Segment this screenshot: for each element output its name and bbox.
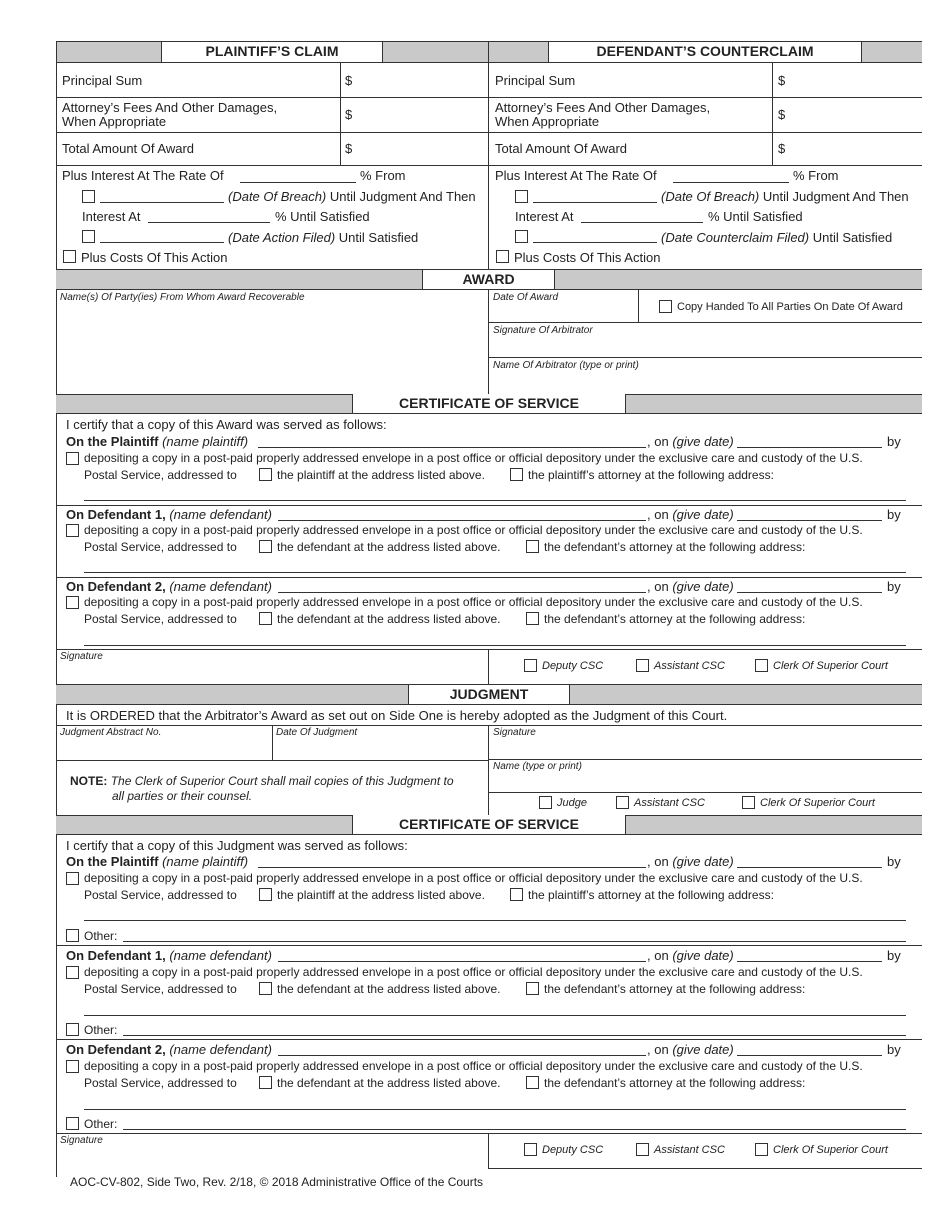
judge-checkbox[interactable] [539,796,552,809]
cert1-plaintiff-label: On the Plaintiff (name plaintiff) [66,434,249,449]
cert2-defendant1-other-field[interactable] [123,1035,906,1036]
cert2-defendant2-date-field[interactable] [737,1055,882,1056]
cert2-plaintiff-attorney-checkbox[interactable] [510,888,523,901]
judgment-date-label: Date Of Judgment [276,727,358,738]
cert1-defendant1-address-checkbox[interactable] [259,540,272,553]
defendant-costs-checkbox[interactable] [496,250,509,263]
plaintiff-until-satisfied-pct: % Until Satisfied [275,209,370,224]
cert2-defendant1-attorney-text: the defendant’s attorney at the following address: [544,982,806,996]
defendant-percent-from: % From [793,168,839,183]
cert2-defendant2-attorney-checkbox[interactable] [526,1076,539,1089]
cert2-plaintiff-postal: Postal Service, addressed to [84,888,237,902]
cert1-plaintiff-address-text: the plaintiff at the address listed above. [277,468,485,482]
cert1-assistant-label: Assistant CSC [654,660,725,672]
cert1-defendant1-deposit-text: depositing a copy in a post-paid properly addressed envelope in a post office or official depository under the exclusive care and custody of the U.S. [84,523,863,537]
plaintiff-fees-label-2: When Appropriate [62,114,167,129]
cert1-plaintiff-deposit-checkbox[interactable] [66,452,79,465]
cert2-defendant2-deposit-text: depositing a copy in a post-paid properly addressed envelope in a post office or official depository under the exclusive care and custody of the U.S. [84,1059,863,1073]
plaintiff-interest-rate-label: Plus Interest At The Rate Of [62,168,224,183]
cert1-defendant2-on-date: , on (give date) [647,579,734,594]
plaintiff-interest-at-label: Interest At [82,209,141,224]
cert1-defendant1-on-date: , on (give date) [647,507,734,522]
cert2-defendant2-on-date: , on (give date) [647,1042,734,1057]
cert2-plaintiff-other-field[interactable] [123,941,906,942]
cert1-defendant2-attorney-checkbox[interactable] [526,612,539,625]
cert1-plaintiff-deposit-text: depositing a copy in a post-paid properly addressed envelope in a post office or official depository under the exclusive care and custody of the U.S. [84,451,863,465]
cert1-defendant2-deposit-text: depositing a copy in a post-paid properly addressed envelope in a post office or official depository under the exclusive care and custody of the U.S. [84,595,863,609]
cert2-defendant1-address-checkbox[interactable] [259,982,272,995]
cert2-defendant1-label: On Defendant 1, (name defendant) [66,948,272,963]
cert2-clerk-label: Clerk Of Superior Court [773,1144,888,1156]
cert2-plaintiff-attorney-text: the plaintiff’s attorney at the following address: [528,888,774,902]
cert1-plaintiff-address-line[interactable] [84,500,906,501]
cert2-plaintiff-address-text: the plaintiff at the address listed above. [277,888,485,902]
plaintiff-claim-title: PLAINTIFF’S CLAIM [161,42,383,62]
plaintiff-action-filed-text: (Date Action Filed) Until Satisfied [228,230,419,245]
plaintiff-costs-checkbox[interactable] [63,250,76,263]
cert2-defendant2-address-text: the defendant at the address listed above. [277,1076,501,1090]
award-date-label: Date Of Award [493,292,559,303]
award-names-label: Name(s) Of Party(ies) From Whom Award Recoverable [60,292,305,303]
cert2-title: CERTIFICATE OF SERVICE [352,815,626,834]
cert2-plaintiff-deposit-checkbox[interactable] [66,872,79,885]
defendant-interest-rate-field[interactable] [673,182,789,183]
cert2-defendant2-label: On Defendant 2, (name defendant) [66,1042,272,1057]
defendant-interest-rate-label: Plus Interest At The Rate Of [495,168,657,183]
defendant-total-dollar: $ [778,141,786,156]
judgment-ordered-text: It is ORDERED that the Arbitrator’s Award as set out on Side One is hereby adopted as the Judgment of this Court. [66,708,728,723]
judgment-clerk-label: Clerk Of Superior Court [760,797,875,809]
defendant-fees-label-1: Attorney’s Fees And Other Damages, [495,100,711,115]
cert1-defendant2-label: On Defendant 2, (name defendant) [66,579,272,594]
cert2-plaintiff-by: by [887,854,901,869]
cert1-plaintiff-attorney-checkbox[interactable] [510,468,523,481]
plaintiff-breach-date-field[interactable] [100,202,224,203]
cert1-defendant1-attorney-text: the defendant’s attorney at the following address: [544,540,806,554]
award-title: AWARD [422,270,555,289]
cert1-deputy-label: Deputy CSC [542,660,604,672]
cert1-plaintiff-on-date: , on (give date) [647,434,734,449]
plaintiff-total-label: Total Amount Of Award [62,141,194,156]
cert2-plaintiff-address-checkbox[interactable] [259,888,272,901]
cert2-defendant2-address-checkbox[interactable] [259,1076,272,1089]
cert2-defendant2-other-checkbox[interactable] [66,1117,79,1130]
judgment-title: JUDGMENT [408,685,570,704]
cert1-defendant2-by: by [887,579,901,594]
cert1-defendant1-attorney-checkbox[interactable] [526,540,539,553]
copy-handed-label: Copy Handed To All Parties On Date Of Award [677,301,903,313]
cert2-assistant-label: Assistant CSC [654,1144,725,1156]
defendant-counterclaim-title: DEFENDANT’S COUNTERCLAIM [548,42,862,62]
cert1-signature-label: Signature [60,651,103,662]
cert1-defendant1-deposit-checkbox[interactable] [66,524,79,537]
plaintiff-interest-at-field[interactable] [148,222,270,223]
cert2-defendant1-address-line[interactable] [84,1015,906,1016]
copy-handed-checkbox[interactable] [659,300,672,313]
defendant-counterclaim-filed-checkbox[interactable] [515,230,528,243]
cert2-plaintiff-on-date: , on (give date) [647,854,734,869]
defendant-interest-at-field[interactable] [581,222,703,223]
cert2-defendant2-attorney-text: the defendant’s attorney at the following address: [544,1076,806,1090]
defendant-breach-text: (Date Of Breach) Until Judgment And Then [661,189,909,204]
cert2-defendant1-deposit-checkbox[interactable] [66,966,79,979]
cert1-clerk-checkbox[interactable] [755,659,768,672]
cert2-defendant2-deposit-checkbox[interactable] [66,1060,79,1073]
cert1-plaintiff-date-field[interactable] [737,447,882,448]
defendant-breach-checkbox[interactable] [515,190,528,203]
plaintiff-fees-dollar: $ [345,107,353,122]
cert1-defendant1-label: On Defendant 1, (name defendant) [66,507,272,522]
plaintiff-percent-from: % From [360,168,406,183]
cert1-deputy-checkbox[interactable] [524,659,537,672]
cert1-defendant1-name-field[interactable] [278,520,646,521]
judgment-name-label: Name (type or print) [493,761,582,772]
defendant-counterclaim-filed-text: (Date Counterclaim Filed) Until Satisfied [661,230,893,245]
plaintiff-breach-checkbox[interactable] [82,190,95,203]
cert2-plaintiff-address-line[interactable] [84,920,906,921]
plaintiff-breach-text: (Date Of Breach) Until Judgment And Then [228,189,476,204]
judgment-note-line2: all parties or their counsel. [112,789,253,803]
plaintiff-total-dollar: $ [345,141,353,156]
cert2-plaintiff-name-field[interactable] [258,867,646,868]
judgment-assistant-label: Assistant CSC [634,797,705,809]
defendant-fees-dollar: $ [778,107,786,122]
cert1-clerk-label: Clerk Of Superior Court [773,660,888,672]
cert2-plaintiff-label: On the Plaintiff (name plaintiff) [66,854,249,869]
cert1-defendant2-address-checkbox[interactable] [259,612,272,625]
cert2-defendant1-address-text: the defendant at the address listed above. [277,982,501,996]
arbitrator-name-label: Name Of Arbitrator (type or print) [493,360,639,371]
cert1-defendant1-by: by [887,507,901,522]
defendant-total-label: Total Amount Of Award [495,141,627,156]
cert1-plaintiff-attorney-text: the plaintiff’s attorney at the following address: [528,468,774,482]
cert1-defendant2-address-text: the defendant at the address listed above. [277,612,501,626]
cert2-defendant2-other-label: Other: [84,1117,118,1131]
cert2-defendant1-by: by [887,948,901,963]
defendant-costs-label: Plus Costs Of This Action [514,250,661,265]
cert2-signature-label: Signature [60,1135,103,1146]
cert1-plaintiff-address-checkbox[interactable] [259,468,272,481]
cert2-plaintiff-other-label: Other: [84,929,118,943]
cert1-assistant-checkbox[interactable] [636,659,649,672]
cert2-defendant1-postal: Postal Service, addressed to [84,982,237,996]
cert2-defendant1-other-checkbox[interactable] [66,1023,79,1036]
cert2-defendant2-other-field[interactable] [123,1129,906,1130]
defendant-interest-at-label: Interest At [515,209,574,224]
cert2-clerk-checkbox[interactable] [755,1143,768,1156]
cert1-defendant2-attorney-text: the defendant’s attorney at the following address: [544,612,806,626]
cert2-defendant2-name-field[interactable] [278,1055,646,1056]
plaintiff-principal-dollar: $ [345,73,353,88]
judgment-abstract-label: Judgment Abstract No. [60,727,162,738]
plaintiff-principal-sum-label: Principal Sum [62,73,143,88]
cert1-defendant2-deposit-checkbox[interactable] [66,596,79,609]
plaintiff-action-filed-checkbox[interactable] [82,230,95,243]
cert2-defendant1-other-label: Other: [84,1023,118,1037]
defendant-until-satisfied-pct: % Until Satisfied [708,209,803,224]
plaintiff-interest-rate-field[interactable] [240,182,356,183]
cert2-defendant2-by: by [887,1042,901,1057]
cert1-defendant1-address-line[interactable] [84,572,906,573]
cert1-intro: I certify that a copy of this Award was served as follows: [66,417,387,432]
cert1-defendant2-date-field[interactable] [737,592,882,593]
arbitrator-signature-label: Signature Of Arbitrator [493,325,593,336]
cert2-defendant1-deposit-text: depositing a copy in a post-paid properly addressed envelope in a post office or official depository under the exclusive care and custody of the U.S. [84,965,863,979]
cert1-defendant2-address-line[interactable] [84,645,906,646]
plaintiff-fees-label-1: Attorney’s Fees And Other Damages, [62,100,278,115]
cert1-plaintiff-by: by [887,434,901,449]
defendant-principal-dollar: $ [778,73,786,88]
cert2-deputy-label: Deputy CSC [542,1144,604,1156]
cert2-deputy-checkbox[interactable] [524,1143,537,1156]
defendant-fees-label-2: When Appropriate [495,114,600,129]
cert1-title: CERTIFICATE OF SERVICE [352,394,626,413]
cert2-plaintiff-other-checkbox[interactable] [66,929,79,942]
cert2-plaintiff-date-field[interactable] [737,867,882,868]
cert2-defendant1-name-field[interactable] [278,961,646,962]
cert1-defendant2-postal: Postal Service, addressed to [84,612,237,626]
cert2-defendant1-on-date: , on (give date) [647,948,734,963]
cert1-defendant1-postal: Postal Service, addressed to [84,540,237,554]
defendant-counterclaim-filed-field[interactable] [533,242,657,243]
form-footer: AOC-CV-802, Side Two, Rev. 2/18, © 2018 Administrative Office of the Courts [70,1175,484,1189]
judgment-clerk-checkbox[interactable] [742,796,755,809]
cert2-plaintiff-deposit-text: depositing a copy in a post-paid properly addressed envelope in a post office or official depository under the exclusive care and custody of the U.S. [84,871,863,885]
cert1-plaintiff-postal: Postal Service, addressed to [84,468,237,482]
cert2-intro: I certify that a copy of this Judgment was served as follows: [66,838,408,853]
judgment-assistant-checkbox[interactable] [616,796,629,809]
plaintiff-action-filed-field[interactable] [100,242,224,243]
cert1-defendant1-address-text: the defendant at the address listed above. [277,540,501,554]
cert2-defendant1-attorney-checkbox[interactable] [526,982,539,995]
cert1-defendant2-name-field[interactable] [278,592,646,593]
cert2-defendant2-postal: Postal Service, addressed to [84,1076,237,1090]
judge-label: Judge [557,797,587,809]
cert2-defendant1-date-field[interactable] [737,961,882,962]
defendant-principal-sum-label: Principal Sum [495,73,576,88]
cert2-assistant-checkbox[interactable] [636,1143,649,1156]
cert1-plaintiff-name-field[interactable] [258,447,646,448]
judgment-note-line1: NOTE: The Clerk of Superior Court shall mail copies of this Judgment to [70,774,454,788]
defendant-breach-date-field[interactable] [533,202,657,203]
cert2-defendant2-address-line[interactable] [84,1109,906,1110]
plaintiff-costs-label: Plus Costs Of This Action [81,250,228,265]
judgment-signature-label: Signature [493,727,536,738]
cert1-defendant1-date-field[interactable] [737,520,882,521]
